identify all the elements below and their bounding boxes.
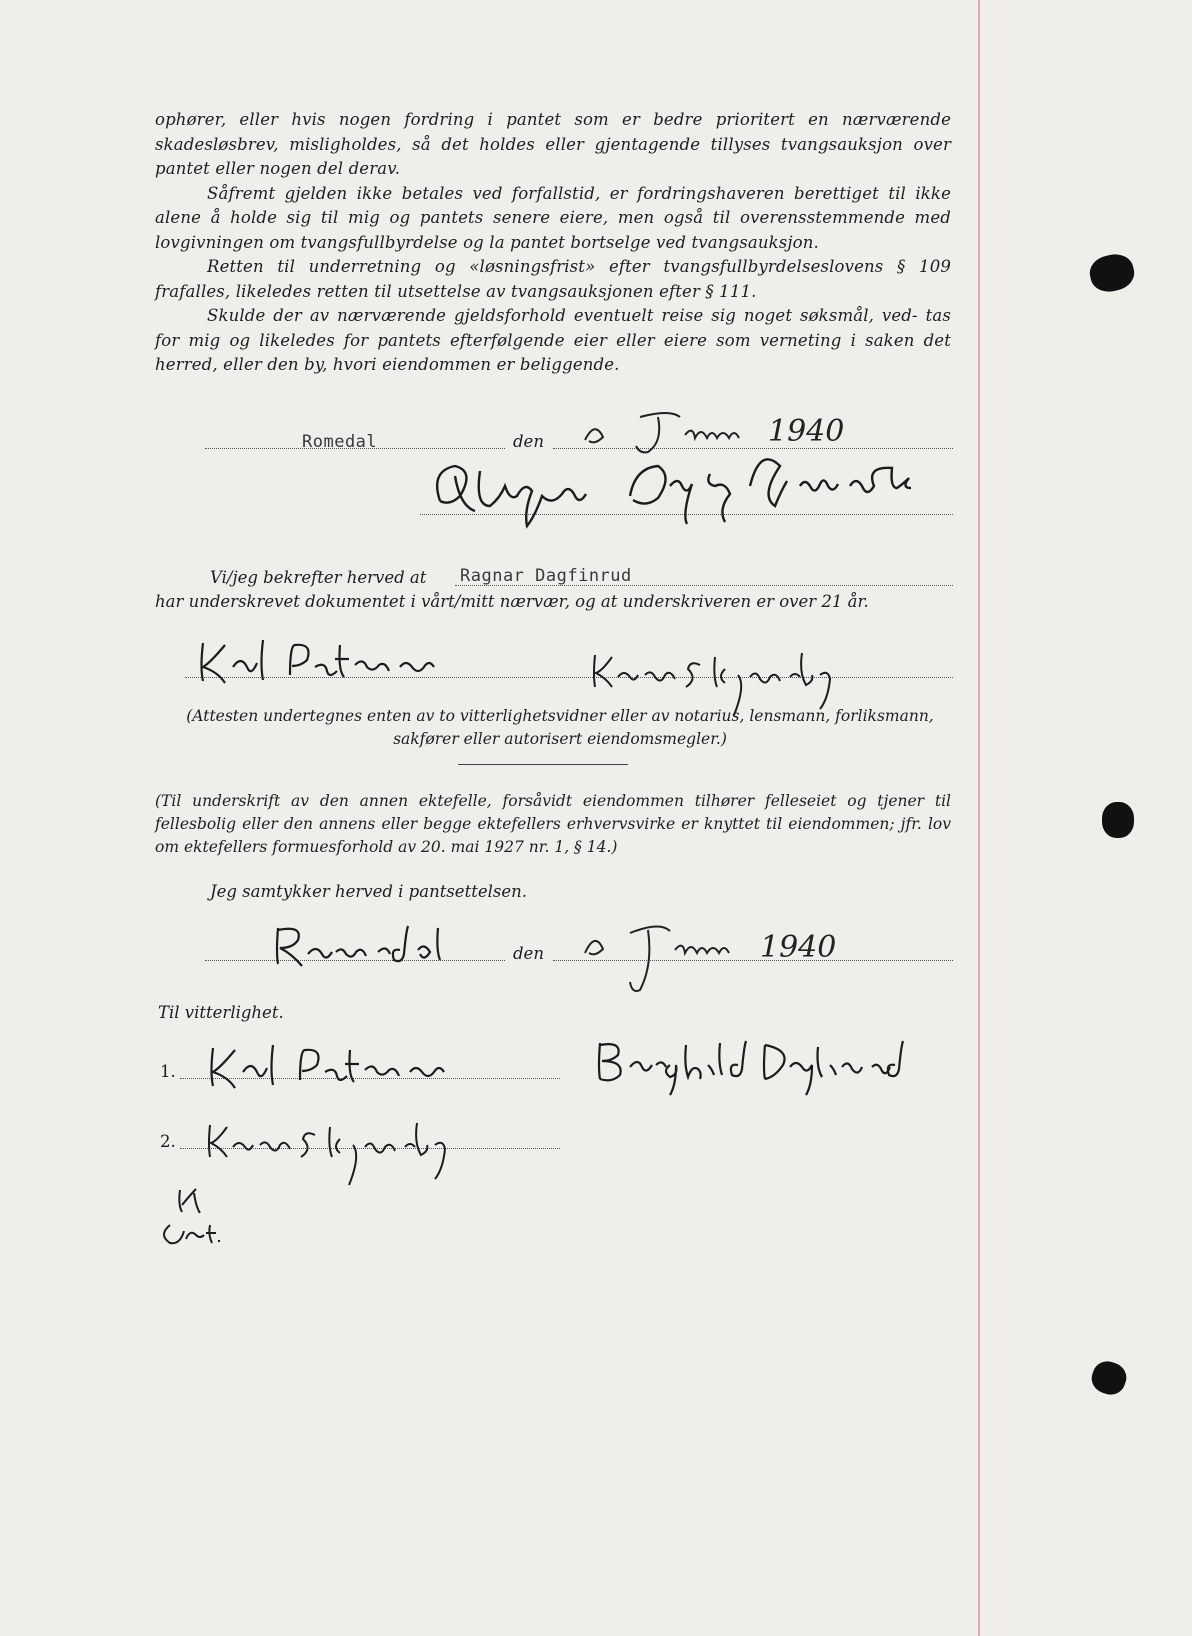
witness-2-signature <box>205 1115 485 1189</box>
til-vitterlighet: Til vitterlighet. <box>158 1003 284 1022</box>
ink-blot <box>1088 1357 1131 1399</box>
ink-blot <box>1087 251 1138 295</box>
witness-number-2: 2. <box>160 1132 176 1151</box>
signature-karin-skjonsberg <box>590 645 850 709</box>
signature-karl-petersen <box>195 635 495 689</box>
witness-statement-prefix: Vi/jeg bekrefter herved at <box>210 568 427 587</box>
body-text <box>155 108 951 378</box>
witness-statement-line2: har underskrevet dokumentet i vårt/mitt nærvær, og at underskriveren er over 21 år. <box>155 592 869 611</box>
signature-ragnar-dagfinrud <box>420 456 940 530</box>
date-handwritten-1 <box>580 405 880 459</box>
attest-note: (Attesten undertegnes enten av to vitterlighetsvidner eller av notarius, lensmann, forliksmann, sakfører eller autorisert eiendomsmegler.) <box>186 707 934 748</box>
place-handwritten-2 <box>270 920 450 974</box>
den-label-2: den <box>513 944 544 963</box>
date-handwritten-2 <box>580 915 880 1009</box>
paragraph-3: Retten til underretning og «løsningsfrist» efter tvangsfullbyrdelseslovens § 109 frafalles, likeledes retten til utsettelse av tvangsauksjonen efter § 111. <box>155 257 951 301</box>
spouse-note: (Til underskrift av den annen ektefelle, forsåvidt eiendommen tilhører felleseiet og tjener til fellesbolig eller den annens eller begge ektefellers erhvervsvirke er knyttet til eiendommen; jfr. lov om ektefellers formuesforhold av 20. mai 1927 nr. 1, § 14.) <box>155 792 951 856</box>
spouse-signature-borghild <box>590 1035 990 1089</box>
place-typed-1: Romedal <box>302 432 378 452</box>
initials-mark <box>160 1185 240 1269</box>
consent-text: Jeg samtykker herved i pantsettelsen. <box>210 882 527 901</box>
ink-blot <box>1102 802 1134 838</box>
separator-rule <box>458 764 628 765</box>
den-label-1: den <box>513 432 544 451</box>
witness-number-1: 1. <box>160 1062 176 1081</box>
paragraph-1: ophører, eller hvis nogen fordring i pantet som er bedre prioritert en nærværende skadesløsbrev, misligholdes, så det holdes eller gjentagende tillyses tvangsauksjon over pantet eller nogen del derav. <box>155 110 951 178</box>
witness-statement-name: Ragnar Dagfinrud <box>460 566 632 586</box>
paragraph-4: Skulde der av nærværende gjeldsforhold eventuelt reise sig noget søksmål, ved- tas for mig og likeledes for pantets efterfølgende eier eller eiere som verneting i saken det herred, eller den by, hvori eiendommen er beliggende. <box>155 306 951 374</box>
svg-text:1940: 1940 <box>768 414 845 449</box>
red-margin-line <box>978 0 980 1636</box>
witness-1-signature <box>205 1040 505 1094</box>
svg-text:1940: 1940 <box>760 930 837 965</box>
paragraph-2: Såfremt gjelden ikke betales ved forfallstid, er fordringshaveren berettiget til ikke alene å holde sig til mig og pantets senere eiere, men også til overensstemmende med lovgivningen om tvangsfullbyrdelse og la pantet bortselge ved tvangsauksjon. <box>155 183 951 252</box>
